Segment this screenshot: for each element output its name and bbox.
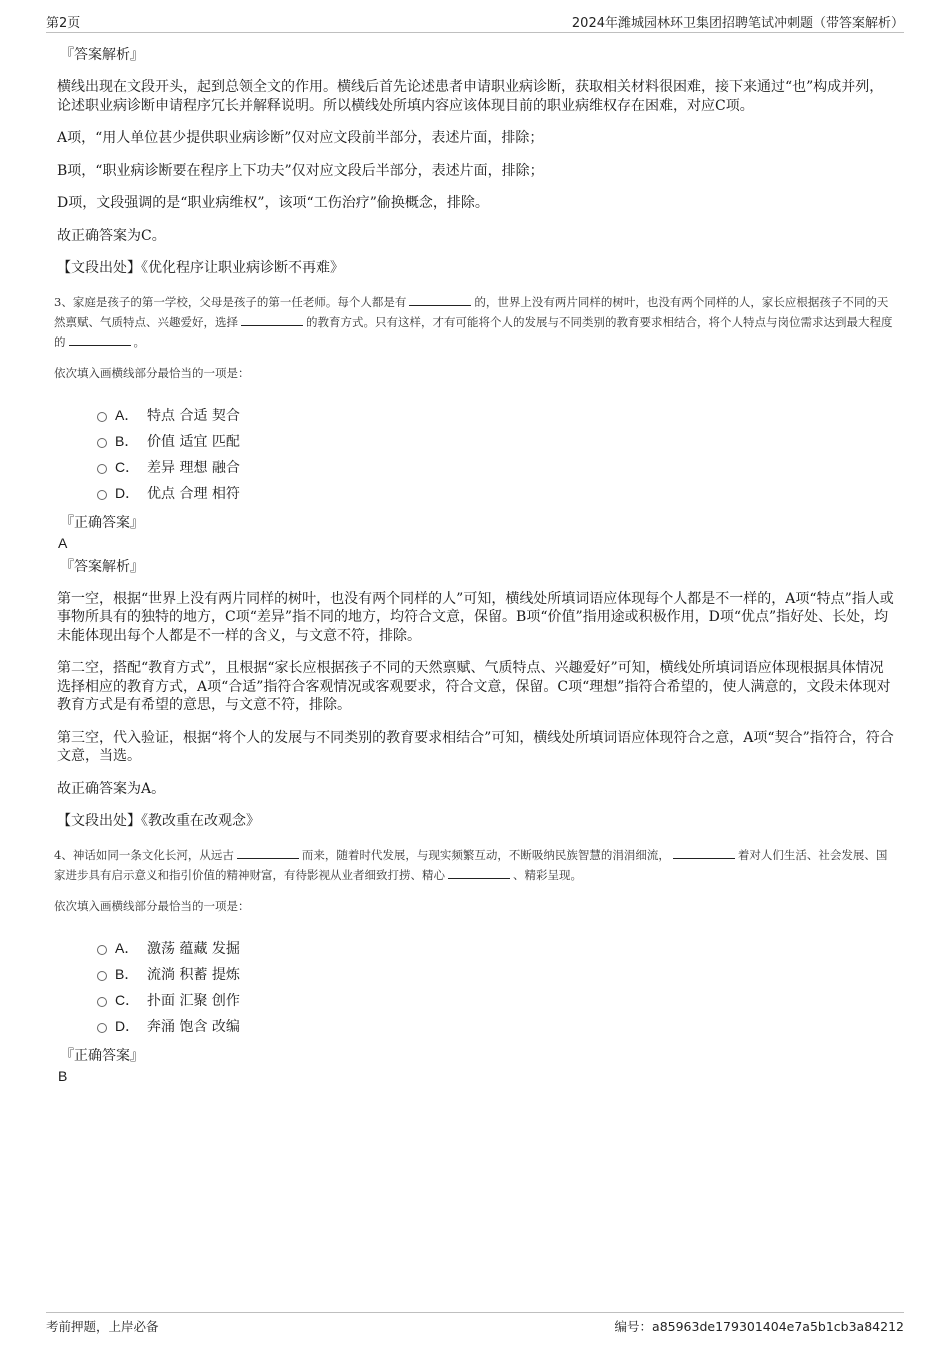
analysis-paragraph: 第二空，搭配“教育方式”，且根据“家长应根据孩子不同的天然禀赋、气质特点、兴趣爱好”可知，横线处所填词语应体现根据具体情况选择相应的教育方式，A项“合适”指符合客观情况或客观要求，符合文意，保留。C项“理想”指符合希望的，使人满意的，文段未体现对教育方式是有希望的意思，与文意不符，排除。 xyxy=(57,660,891,713)
correct-answer-heading: 『正确答案』 xyxy=(60,1047,144,1064)
radio-icon[interactable] xyxy=(97,438,107,448)
option-b[interactable] xyxy=(97,961,895,987)
option-text: 扑面 汇聚 创作 xyxy=(147,992,240,1009)
fill-blank xyxy=(237,846,299,859)
correct-answer: B xyxy=(58,1067,68,1084)
answer-analysis-heading: 『答案解析』 xyxy=(60,47,144,63)
option-text: 流淌 积蓄 提炼 xyxy=(147,966,240,983)
option-a[interactable] xyxy=(97,402,895,428)
option-letter: A． xyxy=(115,939,139,956)
answer-analysis-heading: 『答案解析』 xyxy=(60,558,144,575)
option-letter: B． xyxy=(115,965,139,982)
page-header xyxy=(46,12,904,33)
analysis-paragraph: 横线出现在文段开头，起到总领全文的作用。横线后首先论述患者申请职业病诊断，获取相关材料很困难，接下来通过“也”构成并列，论述职业病诊断申请程序冗长并解释说明。所以横线处所填内容应该体现目前的职业病维权存在困难，对应C项。 xyxy=(57,79,884,114)
option-letter: A． xyxy=(115,406,139,423)
page-footer xyxy=(46,1312,904,1335)
option-text: 差异 理想 融合 xyxy=(147,459,240,476)
footer-slogan: 考前押题，上岸必备 xyxy=(46,1319,159,1334)
option-text: 特点 合适 契合 xyxy=(147,407,240,424)
radio-icon[interactable] xyxy=(97,945,107,955)
question-3-stem: 3、家庭是孩子的第一学校，父母是孩子的第一任老师。每个人都是有 的，世界上没有两片同样的树叶，也没有两个同样的人，家长应根据孩子不同的天然禀赋、气质特点、兴趣爱好，选择 的教育方式。只有这样，才有可能将个人的发展与不同类别的教育要求相结合，将个人特点与岗位需求达到最大程度的 。 xyxy=(54,294,893,349)
fill-blank xyxy=(409,293,471,306)
option-letter: B． xyxy=(115,432,139,449)
analysis-paragraph: A项，“用人单位甚少提供职业病诊断”仅对应文段前半部分，表述片面，排除； xyxy=(57,130,544,146)
analysis-paragraph: D项，文段强调的是“职业病维权”，该项“工伤治疗”偷换概念，排除。 xyxy=(57,195,489,211)
conclusion-paragraph: 故正确答案为C。 xyxy=(57,227,166,244)
option-d[interactable] xyxy=(97,1013,895,1039)
source-citation: 【文段出处】《优化程序让职业病诊断不再难》 xyxy=(57,260,344,276)
option-letter: D． xyxy=(115,484,140,501)
option-a[interactable] xyxy=(97,935,895,961)
fill-blank xyxy=(673,846,735,859)
radio-icon[interactable] xyxy=(97,490,107,500)
option-c[interactable] xyxy=(97,454,895,480)
radio-icon[interactable] xyxy=(97,997,107,1007)
radio-icon[interactable] xyxy=(97,464,107,474)
fill-blank xyxy=(448,866,510,879)
option-text: 价值 适宜 匹配 xyxy=(147,433,240,450)
radio-icon[interactable] xyxy=(97,1023,107,1033)
correct-answer-heading: 『正确答案』 xyxy=(60,514,144,531)
analysis-paragraph: 第三空，代入验证，根据“将个人的发展与不同类别的教育要求相结合”可知，横线处所填词语应体现符合之意，A项“契合”指符合，符合文意，当选。 xyxy=(57,729,894,764)
document-title: 2024年潍城园林环卫集团招聘笔试冲刺题（带答案解析） xyxy=(571,16,904,31)
option-letter: C． xyxy=(115,991,140,1008)
analysis-paragraph: B项，“职业病诊断要在程序上下功夫”仅对应文段后半部分，表述片面，排除； xyxy=(57,162,544,179)
fill-blank xyxy=(241,313,303,326)
option-letter: C． xyxy=(115,458,140,475)
question-4-options xyxy=(97,935,895,1039)
question-prompt: 依次填入画横线部分最恰当的一项是： xyxy=(54,365,250,380)
option-text: 优点 合理 相符 xyxy=(147,485,240,502)
document-id: 编号：a85963de179301404e7a5b1cb3a84212 xyxy=(614,1319,904,1334)
conclusion-paragraph: 故正确答案为A。 xyxy=(57,780,166,797)
question-prompt: 依次填入画横线部分最恰当的一项是： xyxy=(54,898,250,913)
option-d[interactable] xyxy=(97,480,895,506)
question-3-options xyxy=(97,402,895,506)
option-c[interactable] xyxy=(97,987,895,1013)
analysis-paragraph: 第一空，根据“世界上没有两片同样的树叶，也没有两个同样的人”可知，横线处所填词语应体现每个人都是不一样的，A项“特点”指人或事物所具有的独特的地方，C项“差异”指不同的地方，均符合文意，保留。B项“价值”指用途或积极作用，D项“优点”指好处、长处，均未能体现出每个人都是不一样的含义，与文意不符，排除。 xyxy=(57,590,894,644)
option-b[interactable] xyxy=(97,428,895,454)
correct-answer: A xyxy=(58,534,68,551)
option-text: 奔涌 饱含 改编 xyxy=(147,1018,240,1035)
radio-icon[interactable] xyxy=(97,971,107,981)
option-letter: D． xyxy=(115,1017,140,1034)
fill-blank xyxy=(69,333,131,346)
source-citation: 【文段出处】《教改重在改观念》 xyxy=(57,813,260,829)
option-text: 激荡 蕴藏 发掘 xyxy=(147,940,240,957)
page-number: 第2页 xyxy=(46,16,81,31)
radio-icon[interactable] xyxy=(97,412,107,422)
page-content xyxy=(54,46,895,1091)
question-4-stem: 4、神话如同一条文化长河，从远古 而来，随着时代发展，与现实频繁互动，不断吸纳民族智慧的涓涓细流， 着对人们生活、社会发展、国家进步具有启示意义和指引价值的精神财富，有待影视从业者细致打捞、精心 、精彩呈现。 xyxy=(54,847,888,882)
